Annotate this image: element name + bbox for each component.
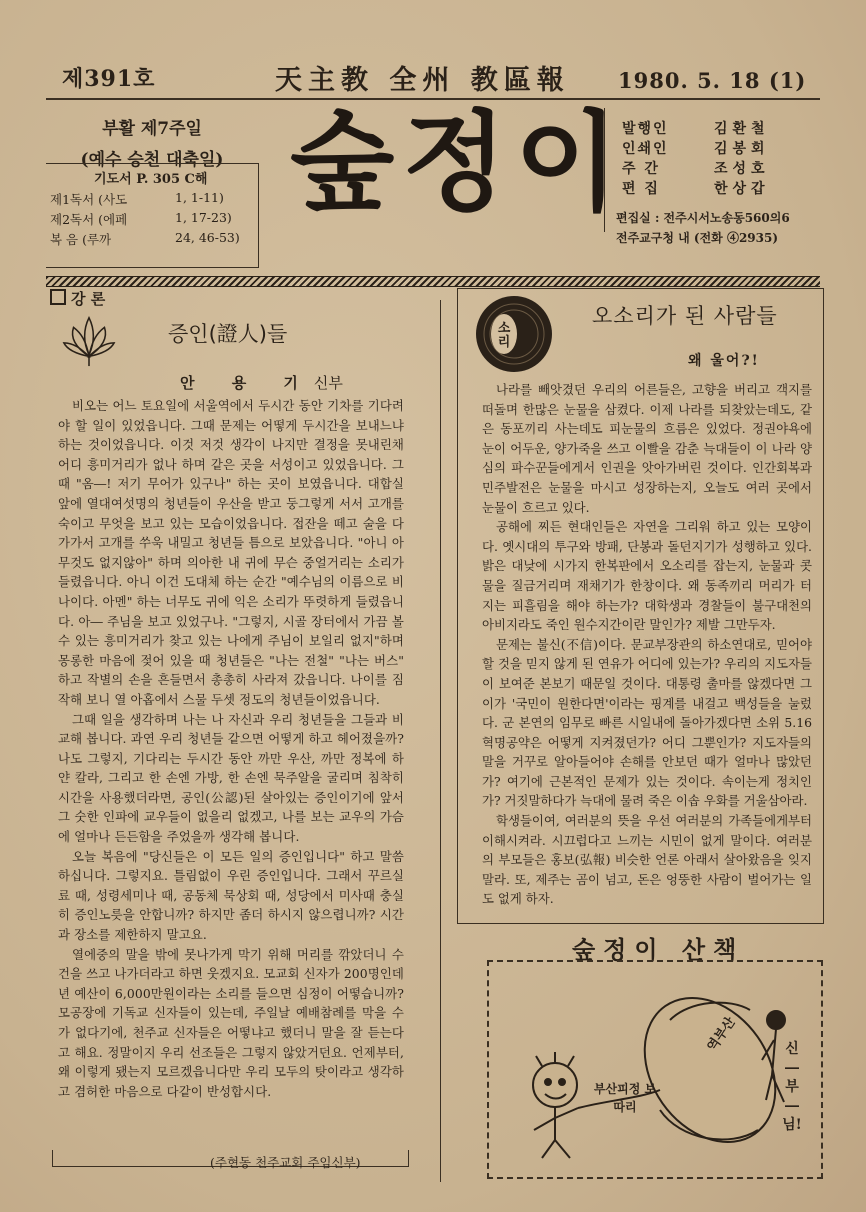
reading-label: 복 음 (루까: [50, 232, 112, 247]
section-label: 강 론: [50, 288, 105, 309]
staff-role: 발행인: [622, 121, 669, 137]
staff-name: 한상갑: [714, 181, 770, 197]
staff-role: 편 집: [622, 181, 660, 197]
readings-box: [46, 163, 259, 268]
cartoon-illustration: [500, 980, 810, 1160]
title-divider: [604, 108, 605, 232]
reading-row: [50, 210, 256, 228]
reading-ref: 1, 17-23): [175, 210, 232, 225]
office-info: [616, 208, 836, 248]
reading-ref: 24, 46-53): [175, 230, 240, 245]
column-subtitle: 왜 울어?!: [688, 353, 760, 369]
staff-role: 인쇄인: [622, 141, 669, 157]
byline: [180, 372, 400, 393]
office-phone: 전주교구청 내 (전화 ④2935): [616, 231, 779, 245]
issue-number: 제391호: [62, 66, 156, 92]
newspaper-title: 숲정이: [290, 101, 627, 226]
paper-name: 天主教 全州 教區報: [275, 65, 570, 96]
issue-date: 1980. 5. 18 (1): [618, 68, 807, 93]
column-body: [482, 380, 812, 909]
staff-list: [622, 118, 822, 198]
reading-row: [50, 230, 256, 248]
paragraph: 비오는 어느 토요일에 서울역에서 두시간 동안 기차를 기다려야 할 일이 있었읍니다. 그때 문제는 어떻게 두시간을 보내느냐 하는 것이었읍니다. 이것 저것 생각이 나지만 결정을 못내린채 어디 흥미거리가 없나 하며 같은 곳을 서성이고 있었읍니다. 그때 "옴―! 저기 무어가 있구나" 하는 곳이 보였읍니다. 대합실 앞에 열대여섯명의 청년들이 우산을 받고 둥그렇게 서서 고개를 숙이고 무엇을 보고 있는 모습이었읍니다. 접잔을 떼고 술을 다가가서 고개를 쑤욱 내밀고 청년들 틈으로 보았읍니다. "아니 아무것도 없지않아" 하며 의아한 내 귀에 무슨 중얼거리는 소리가 들렸읍니다. 아니 이건 도대체 하는 순간 "예수님의 이름으로 비나이다. 아멘" 하는 너무도 귀에 익은 소리가 뚜렷하게 들렸읍니다. 아― 주님을 보고 있었구나. "그렇지, 시골 장터에서 가끔 볼 수 있는 흥미거리가 찾고 있는 나에게 주님이 보일리 없지"하며 몽롱한 마음에 젖어 있을 때 청년들은 "나는 전철" "나는 버스" 하고 작별의 손을 흔들면서 총총히 사라져 갔읍니다. 나이를 짐작해 보니 열 아홉에서 스물 두셋 정도의 청년들이었읍니다.: [58, 398, 404, 707]
staff-row: [622, 118, 822, 138]
paragraph: 문제는 불신(不信)이다. 문교부장관의 하소연대로, 믿어야 할 것을 믿지 않게 된 연유가 어디에 있는가? 우리의 지도자들이 보여준 본보기 때문일 것이다. 대통령 출마를 않겠다면 그이가 '국민이 원한다면'이라는 핑계를 내걸고 백성들을 눌렀다. 군 본연의 임무로 빠른 시일내에 돌아가겠다면 소위 5.16혁명공약은 어떻게 지켜졌던가? 어디 그뿐인가? 지도자들의 말을 거꾸로 알아들어야 손해를 안보던 때가 얼마나 많았던가? 여기에 근본적인 문제가 있는 것이다. 속이는게 정치인가? 거짓말하다가 늑대에 물려 죽은 이솝 우화를 거울삼아라.: [482, 636, 812, 809]
paragraph: 오늘 복음에 "당신들은 이 모든 일의 증인입니다" 하고 말씀하십니다. 그렇지요. 틀림없이 우린 증인입니다. 그래서 꾸르실료 때, 성령세미나 때, 공동체 묵상회 때, 성당에서 미사때 충실히 증인노릇을 안합니까? 하지만 좀더 하시지 않으렵니까? 시간과 장소를 제한하지 말고요.: [58, 848, 404, 943]
paragraph: 그때 일을 생각하며 나는 나 자신과 우리 청년들을 그들과 비교해 봅니다. 과연 우리 청년들 같으면 어떻게 하고 헤어졌을까? 나도 그렇지, 기다리는 두시간 동안 까만 우산, 까만 정복에 하얀 칼라, 그리고 한 손엔 가방, 한 손엔 묵주알을 굴리며 침착히 시간을 사용했더라면, 공인(公認)된 살아있는 증인이기에 앞서 그 숫한 인파에 교우들이 없을리 없겠고, 나를 보는 교우의 가슴에 얼마나 든든함을 주었을까 생각해 봅니다.: [58, 711, 404, 845]
paragraph: 열에중의 말을 밖에 못나가게 막기 위해 머리를 깎았더니 수건을 쓰고 나가더라고 하면 웃겠지요. 모교회 신자가 200명인데 년 예산이 6,000만원이라는 소리를 들으면 심정이 어떻습니까? 모공장에 기독교 신자들이 있는데, 주일날 예배참례를 막을 수가 없다기에, 천주교 신자들은 어떻냐고 했더니 말을 잘 듣는다고 해요. 정말이지 우리 선조들은 그렇지 않았거던요. 언제부터, 왜 이렇게 됐는지 모르겠읍니다만 우리 모두의 탓이라고 생각하고 겸허한 마음으로 다같이 반성합시다.: [58, 946, 404, 1099]
feast-line-1: 부활 제7주일: [102, 119, 202, 139]
bundle-label: 부산피정 보따리: [593, 1082, 657, 1114]
staff-row: [622, 158, 822, 178]
signature: (주현동 천주교회 주임신부): [210, 1155, 361, 1170]
speech-text: 신―부―님!: [782, 1041, 802, 1133]
staff-name: 조성호: [714, 161, 770, 177]
paragraph: 공해에 찌든 현대인들은 자연을 그리워 하고 있는 모양이다. 옛시대의 투구와 방패, 단봉과 돌던지기가 성행하고 있다. 밝은 대낮에 시가지 한복판에서 오소리를 잡는지, 눈물과 콧물을 질금거리며 재채기가 한창이다. 왜 동족끼리 머리가 터지는 피흘림을 해야 하는가? 대학생과 경찰들이 불구대천의 아비지라도 죽인 원수지간이란 말인가? 제발 그만두자.: [482, 519, 812, 633]
reading-label: 제2독서 (에페: [50, 212, 128, 227]
author-name: 안 용 기: [180, 374, 314, 392]
author-role: 신부: [313, 374, 343, 392]
section-box-icon: [50, 289, 66, 305]
editorial-body: [58, 396, 404, 1101]
readings-title: 기도서 P. 305 C해: [94, 172, 208, 187]
office-address: 편집실 : 전주시서노송동560의6: [616, 211, 790, 225]
record-disc-icon: [474, 294, 554, 374]
staff-name: 김봉회: [714, 141, 770, 157]
feast-line-2: (예수 승천 대축일): [80, 150, 224, 170]
staff-name: 김환철: [714, 121, 770, 137]
bundle-stamp: 역부산: [704, 1014, 739, 1055]
staff-row: [622, 138, 822, 158]
staff-row: [622, 178, 822, 198]
reading-row: [50, 190, 256, 208]
article-title: 증인(證人)들: [168, 322, 288, 346]
paragraph: 나라를 빼앗겼던 우리의 어른들은, 고향을 버리고 객지를 떠돌며 한많은 눈물을 삼켰다. 이제 나라를 되찾았는데도, 같은 동포끼리 사는데도 피눈물의 흐름은 있었다. 정권야욕에 눈이 어두운, 양가죽을 쓰고 이빨을 감춘 늑대들이 이 나라 양심의 파수꾼들에게서 인권을 앗아가버린 것이다. 인간회복과 민주발전은 눈물을 마시고 성장하는지, 오늘도 여러 곳에서 눈물이 흐르고 있다.: [482, 382, 812, 515]
staff-role: 주 간: [622, 161, 660, 177]
record-label: 소리: [497, 321, 511, 350]
column-title: 오소리가 된 사람들: [592, 304, 778, 328]
masthead-rule: [46, 98, 820, 100]
walk-title: 숲정이 산책: [572, 936, 745, 964]
hatched-divider: [46, 276, 820, 287]
reading-label: 제1독서 (사도: [50, 192, 128, 207]
reading-ref: 1, 1-11): [175, 190, 224, 205]
lotus-flower-icon: [60, 310, 118, 368]
feast-heading: [46, 108, 258, 170]
column-divider: [440, 300, 441, 1182]
paragraph: 학생들이여, 여러분의 뜻을 우선 여러분의 가족들에게부터 이해시켜라. 시끄럽다고 느끼는 시민이 없게 말이다. 여러분의 부모들은 홍보(弘報) 비슷한 언론 아래서 살아왔음을 잊지 말라. 또, 제주는 곰이 넘고, 돈은 엉뚱한 사람이 벌어가는 일도 없게 하자.: [482, 813, 812, 907]
